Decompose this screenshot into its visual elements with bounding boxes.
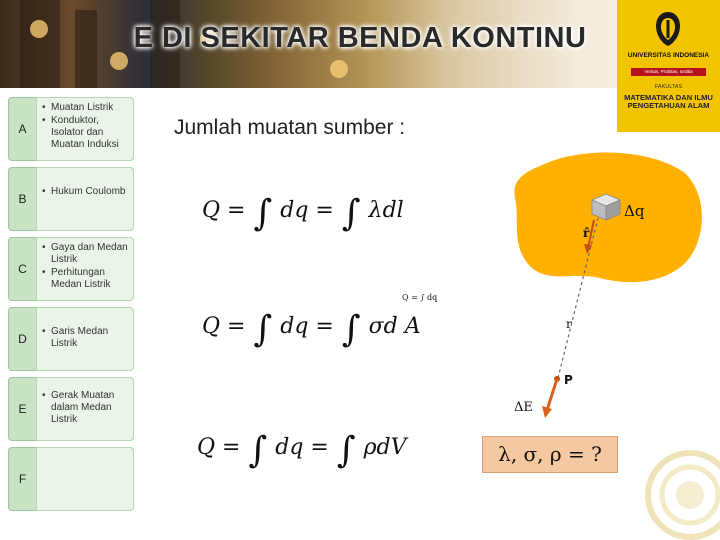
formula-rhs: λdl <box>368 198 404 223</box>
nav-tab-f[interactable] <box>8 447 36 511</box>
nav-item: • Hukum Coulomb <box>41 186 131 198</box>
nav-tab-b[interactable] <box>8 167 36 231</box>
formula-line-charge <box>202 193 404 234</box>
nav-box-b[interactable] <box>36 167 134 231</box>
nav-letter: D <box>18 332 27 346</box>
content-heading: Jumlah muatan sumber : <box>174 116 406 139</box>
formula-lhs: Q <box>197 435 216 460</box>
formula-surface-charge <box>202 309 421 350</box>
delta-e-arrowhead <box>542 406 552 418</box>
point-p-label: P <box>564 373 573 387</box>
integral-sign: ∫ <box>253 309 273 350</box>
charge-cube-icon <box>592 194 620 220</box>
nav-item: • Gerak Muatan dalam Medan Listrik <box>41 390 131 426</box>
nav-box-c[interactable] <box>36 237 134 301</box>
delta-q-label: Δq <box>624 202 645 220</box>
university-motto: Veritas, Probitas, Iustitia <box>631 68 706 76</box>
nav-item: • Garis Medan Listrik <box>41 326 131 350</box>
banner-light <box>330 60 348 78</box>
nav-letter: C <box>18 262 27 276</box>
nav-box-f[interactable] <box>36 447 134 511</box>
nav-item: • Perhitungan Medan Listrik <box>41 267 131 291</box>
nav-letter: E <box>18 402 27 416</box>
integral-sign: ∫ <box>248 430 268 471</box>
integral-sign: ∫ <box>253 193 273 234</box>
nav-item: • Gaya dan Medan Listrik <box>41 242 131 266</box>
integral-sign: ∫ <box>341 193 361 234</box>
nav-letter: B <box>18 192 27 206</box>
formula-dq: dq <box>280 198 309 223</box>
formula-lhs: Q <box>202 198 221 223</box>
university-logo <box>617 0 720 132</box>
formula-rhs: ρdV <box>363 435 407 460</box>
decorative-crest-watermark-icon <box>630 440 720 540</box>
nav-letter: F <box>18 472 27 486</box>
formula-rhs: σd A <box>368 314 421 339</box>
nav-box-e[interactable] <box>36 377 134 441</box>
formula-volume-charge <box>197 430 407 471</box>
r-hat-label: r̂ <box>583 226 590 240</box>
formula-dq: dq <box>275 435 304 460</box>
formula-equals: = <box>227 198 246 223</box>
formula-equals: = <box>310 435 329 460</box>
nav-tab-e[interactable] <box>8 377 36 441</box>
question-box: λ, σ, ρ = ? <box>482 436 618 473</box>
delta-e-label: ΔE <box>514 400 533 415</box>
formula-equals: = <box>315 314 334 339</box>
slide-title: E DI SEKITAR BENDA KONTINU <box>133 22 587 54</box>
nav-item: • Muatan Listrik <box>41 102 131 114</box>
nav-item: • Konduktor, Isolator dan Muatan Induksi <box>41 115 131 151</box>
formula-equals: = <box>227 314 246 339</box>
formula-equals: = <box>222 435 241 460</box>
faculty-prefix: FAKULTAS <box>654 84 683 90</box>
faculty-name: MATEMATIKA DAN ILMU PENGETAHUAN ALAM <box>624 93 713 111</box>
integral-sign: ∫ <box>336 430 356 471</box>
delta-e-arrow <box>547 379 557 410</box>
nav-box-a[interactable] <box>36 97 134 161</box>
mini-formula: Q = ∫ dq <box>402 293 438 302</box>
nav-box-d[interactable] <box>36 307 134 371</box>
r-label: r <box>566 317 572 331</box>
nav-tab-c[interactable] <box>8 237 36 301</box>
formula-equals: = <box>315 198 334 223</box>
nav-tab-d[interactable] <box>8 307 36 371</box>
integral-sign: ∫ <box>341 309 361 350</box>
makara-crest-icon <box>652 10 684 48</box>
charge-diagram <box>480 148 710 428</box>
formula-dq: dq <box>280 314 309 339</box>
nav-letter: A <box>18 122 27 136</box>
formula-lhs: Q <box>202 314 221 339</box>
university-name: UNIVERSITAS INDONESIA <box>627 52 710 59</box>
nav-tab-a[interactable] <box>8 97 36 161</box>
